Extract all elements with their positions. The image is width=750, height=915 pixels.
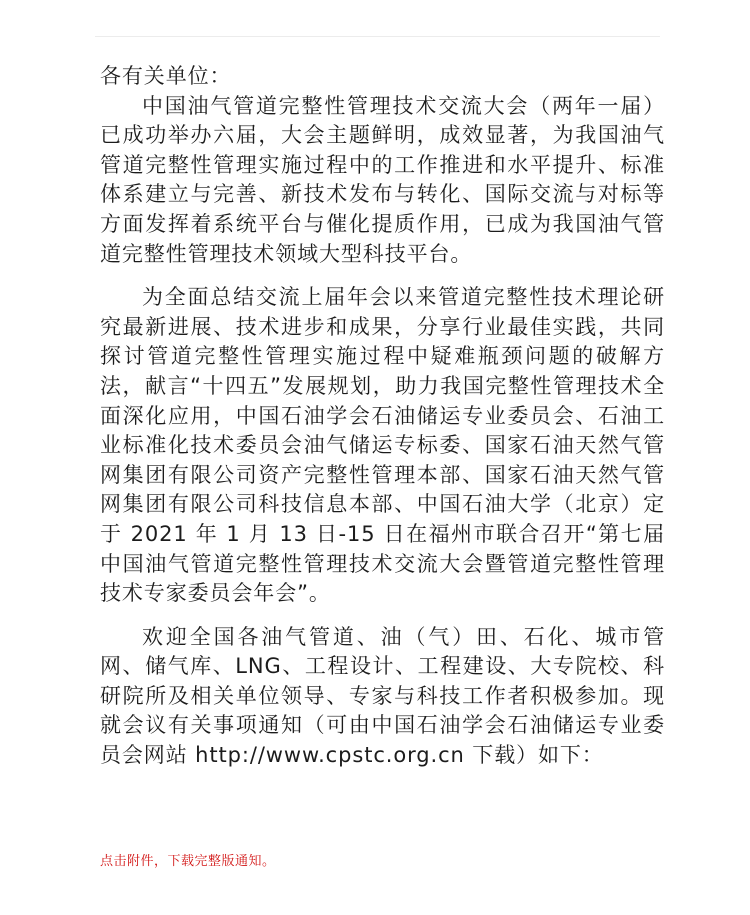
top-divider (95, 36, 660, 37)
salutation: 各有关单位： (100, 64, 232, 88)
paragraph-purpose: 为全面总结交流上届年会以来管道完整性技术理论研究最新进展、技术进步和成果，分享行业最佳实践，共同探讨管道完整性管理实施过程中疑难瓶颈问题的破解方法，献言“十四五”发展规划，助力我国完整性管理技术全面深化应用，中国石油学会石油储运专业委员会、石油工业标准化技术委员会油气储运专标委、国家石油天然气管网集团有限公司资产完整性管理本部、国家石油天然气管网集团有限公司科技信息本部、中国石油大学（北京）定于 2021 年 1 月 13 日-15 日在福州市联合召开“第七届中国油气管道完整性管理技术交流大会暨管道完整性管理技术专家委员会年会”。 (100, 285, 665, 606)
notice-body (100, 62, 665, 771)
paragraph-invitation: 欢迎全国各油气管道、油（气）田、石化、城市管网、储气库、LNG、工程设计、工程建设、大专院校、科研院所及相关单位领导、专家与科技工作者积极参加。现就会议有关事项通知（可由中国石油学会石油储运专业委员会网站 http://www.cpstc.org.cn 下载）如下： (100, 624, 665, 768)
download-attachment-link[interactable]: 点击附件，下载完整版通知。 (100, 854, 276, 869)
paragraph-intro: 中国油气管道完整性管理技术交流大会（两年一届）已成功举办六届，大会主题鲜明，成效显著，为我国油气管道完整性管理实施过程中的工作推进和水平提升、标准体系建立与完善、新技术发布与转化、国际交流与对标等方面发挥着系统平台与催化提质作用，已成为我国油气管道完整性管理技术领域大型科技平台。 (100, 93, 665, 266)
